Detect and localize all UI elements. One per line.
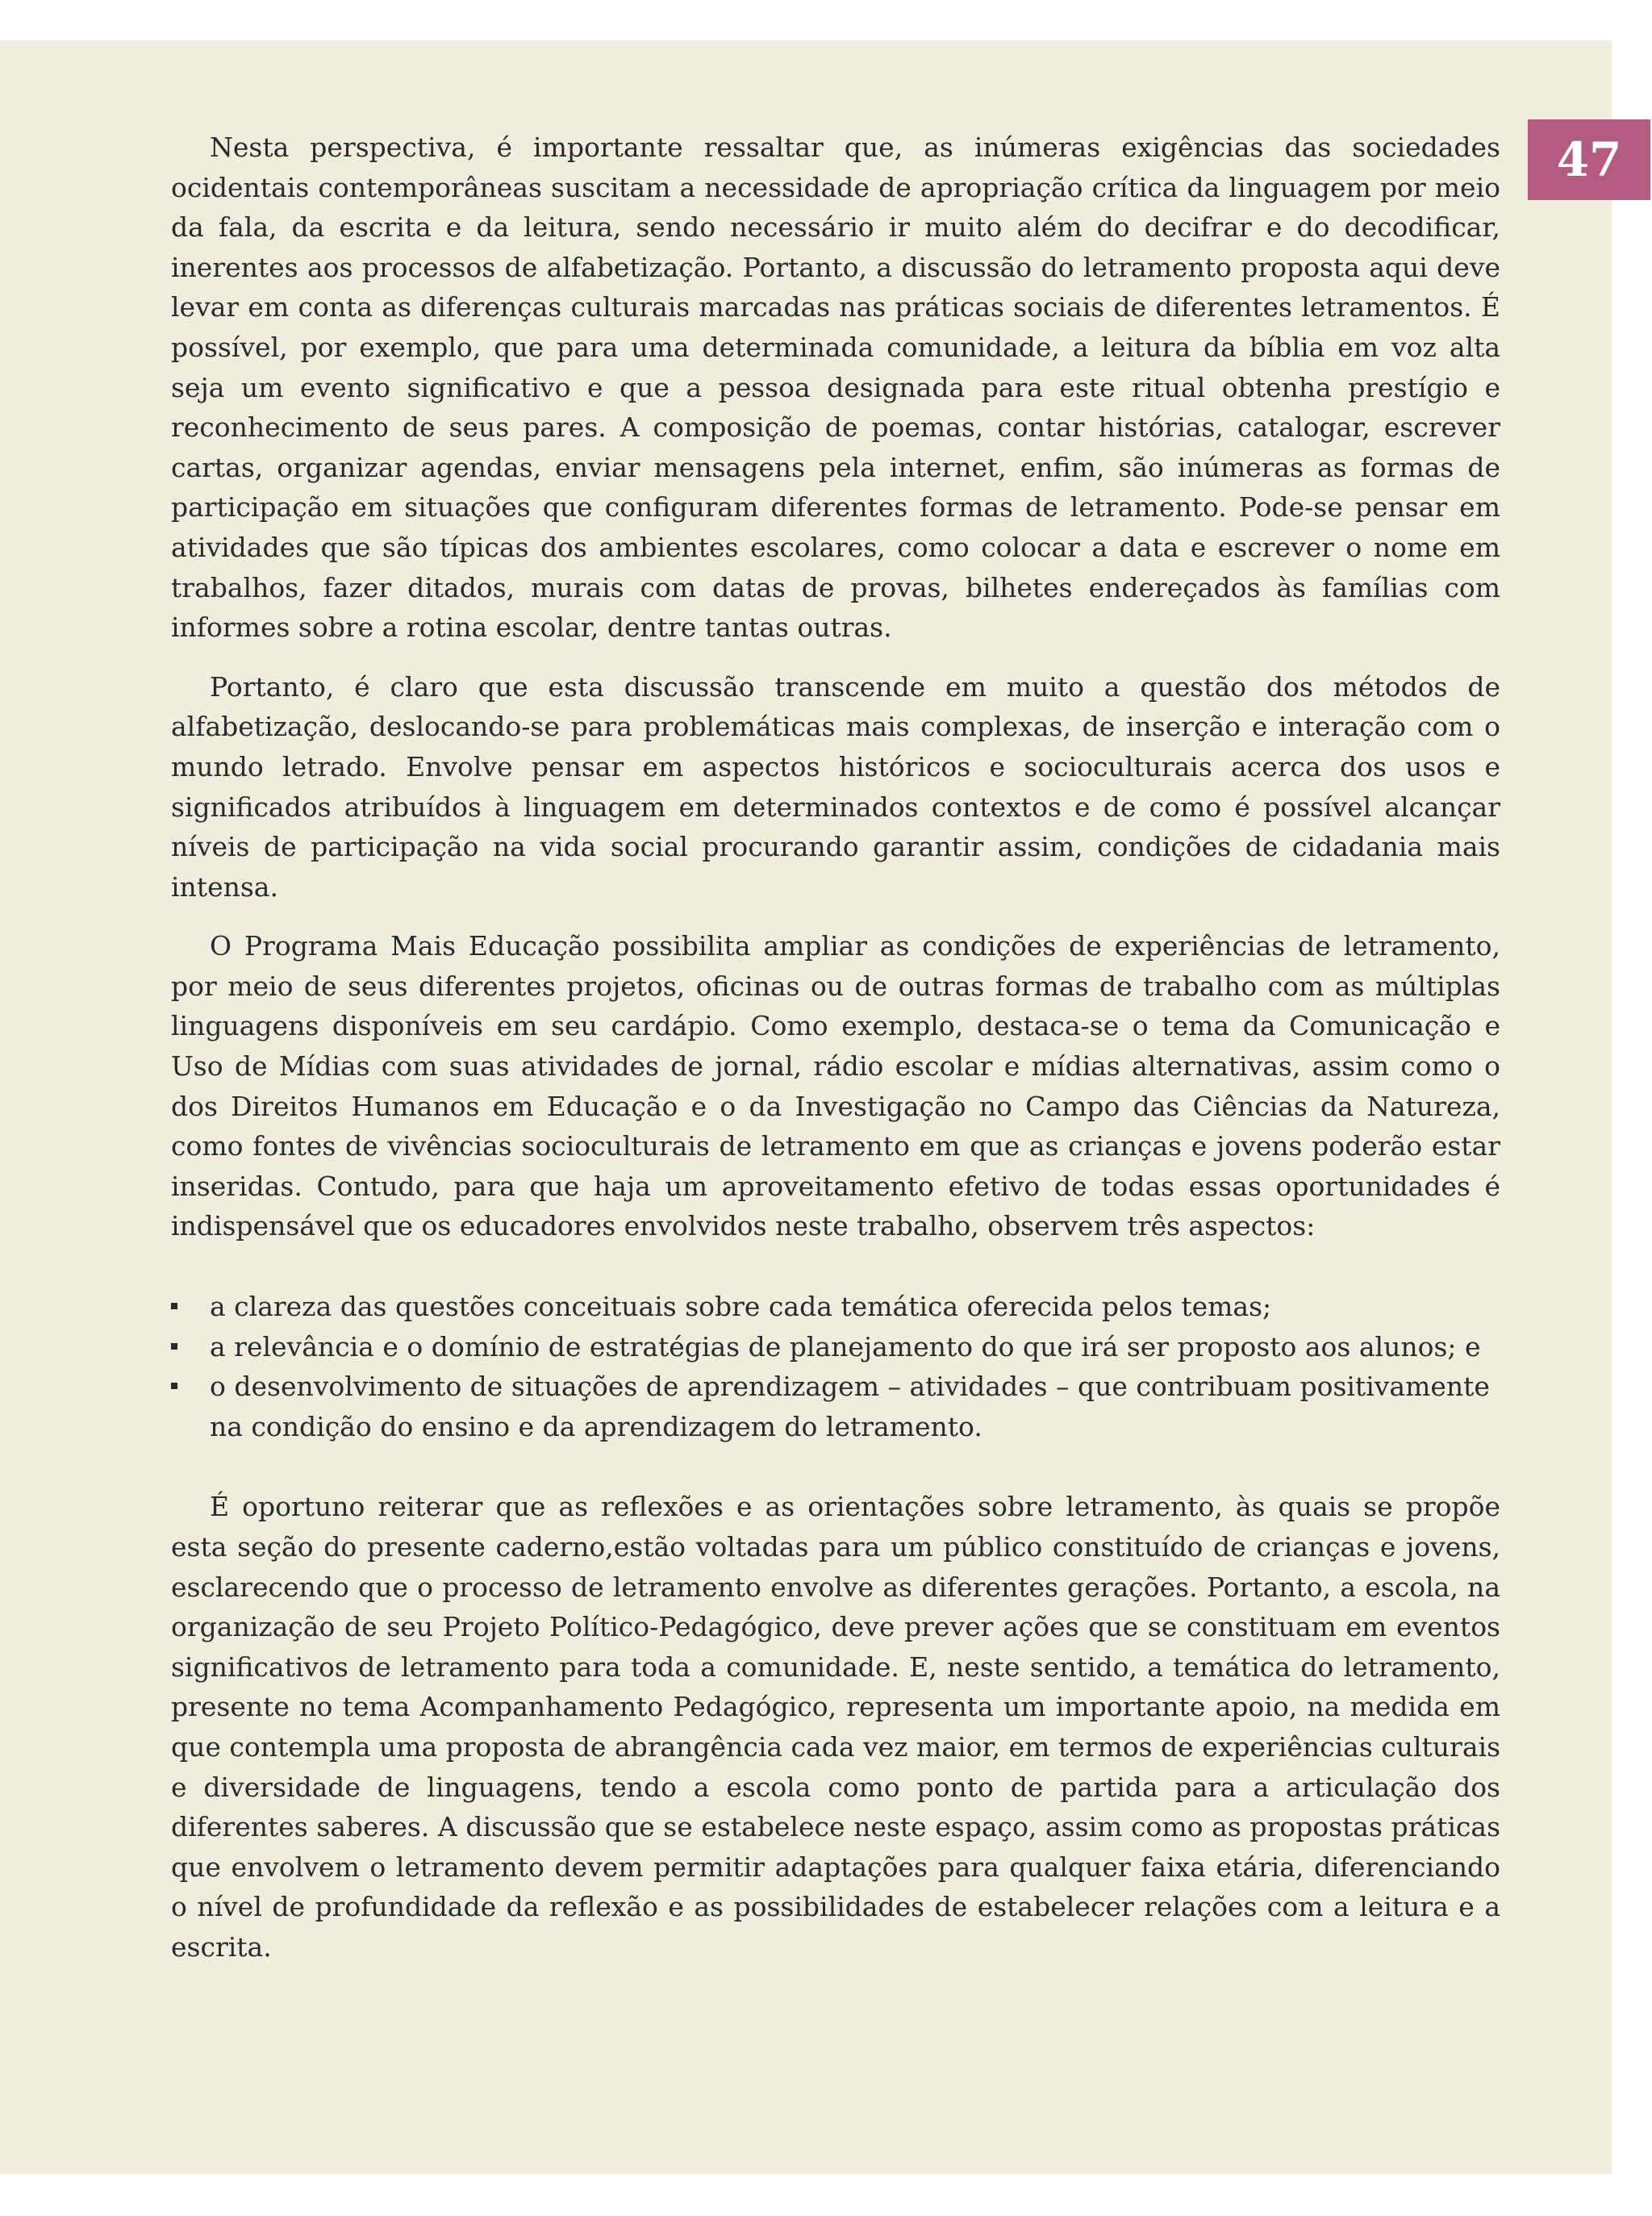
paragraph-3: O Programa Mais Educação possibilita ampliar as condições de experiências de letramento, por meio de seus diferentes projetos, oficinas ou de outras formas de trabalho com as múltiplas linguagens disponíveis em seu cardápio. Como exemplo, destaca-se o tema da Comunicação e Uso de Mídias com suas atividades de jornal, rádio escolar e mídias alternativas, assim como o dos Direitos Humanos em Educação e o da Investigação no Campo das Ciências da Natureza, como fontes de vivências socioculturais de letramento em que as crianças e jovens poderão estar inseridas. Contudo, para que haja um aproveitamento efetivo de todas essas oportunidades é indispensável que os educadores envolvidos neste trabalho, observem três aspectos: xyxy=(171,930,1500,1242)
page-number-badge: 47 xyxy=(1528,119,1650,200)
paragraph-2: Portanto, é claro que esta discussão transcende em muito a questão dos métodos de alfabetização, deslocando-se para problemáticas mais complexas, de inserção e interação com o mundo letrado. Envolve pensar em aspectos históricos e socioculturais acerca dos usos e significados atribuídos à linguagem em determinados contextos e de como é possível alcançar níveis de participação na vida social procurando garantir assim, condições de cidadania mais intensa. xyxy=(171,670,1500,903)
paragraph-1: Nesta perspectiva, é importante ressaltar que, as inúmeras exigências das sociedades ocidentais contemporâneas suscitam a necessidade de apropriação crítica da linguagem por meio da fala, da escrita e da leitura, sendo necessário ir muito além do decifrar e do decodificar, inerentes aos processos de alfabetização. Portanto, a discussão do letramento proposta aqui deve levar em conta as diferenças culturais marcadas nas práticas sociais de diferentes letramentos. É possível, por exemplo, que para uma determinada comunidade, a leitura da bíblia em voz alta seja um evento significativo e que a pessoa designada para este ritual obtenha prestígio e reconhecimento de seus pares. A composição de poemas, contar histórias, catalogar, escrever cartas, organizar agendas, enviar mensagens pela internet, enfim, são inúmeras as formas de participação em situações que configuram diferentes formas de letramento. Pode-se pensar em atividades que são típicas dos ambientes escolares, como colocar a data e escrever o nome em trabalhos, fazer ditados, murais com datas de provas, bilhetes endereçados às famílias com informes sobre a rotina escolar, dentre tantas outras. xyxy=(171,131,1500,644)
list-item-text: a clareza das questões conceituais sobre cada temática oferecida pelos temas; xyxy=(210,1291,1272,1323)
list-item xyxy=(171,1287,1500,1327)
list-item xyxy=(171,1367,1500,1446)
closing-paragraph: É oportuno reiterar que as reflexões e as orientações sobre letramento, às quais se propõe esta seção do presente caderno,estão voltadas para um público constituído de crianças e jovens, esclarecendo que o processo de letramento envolve as diferentes gerações. Portanto, a escola, na organização de seu Projeto Político-Pedagógico, deve prever ações que se constituam em eventos significativos de letramento para toda a comunidade. E, neste sentido, a temática do letramento, presente no tema Acompanhamento Pedagógico, representa um importante apoio, na medida em que contempla uma proposta de abrangência cada vez maior, em termos de experiências culturais e diversidade de linguagens, tendo a escola como ponto de partida para a articulação dos diferentes saberes. A discussão que se estabelece neste espaço, assim como as propostas práticas que envolvem o letramento devem permitir adaptações para qualquer faixa etária, diferenciando o nível de profundidade da reflexão e as possibilidades de estabelecer relações com a leitura e a escrita. xyxy=(171,1491,1500,1963)
list-item xyxy=(171,1327,1500,1367)
body-text xyxy=(171,127,1500,1968)
square-bullet-icon xyxy=(171,1383,177,1389)
list-item-text: o desenvolvimento de situações de aprendizagem – atividades – que contribuam positivamente na condição do ensino e da aprendizagem do letramento. xyxy=(210,1371,1490,1442)
square-bullet-icon xyxy=(171,1343,177,1350)
aspects-list xyxy=(171,1287,1500,1446)
square-bullet-icon xyxy=(171,1303,177,1309)
list-item-text: a relevância e o domínio de estratégias de planejamento do que irá ser proposto aos alunos; e xyxy=(210,1330,1481,1363)
